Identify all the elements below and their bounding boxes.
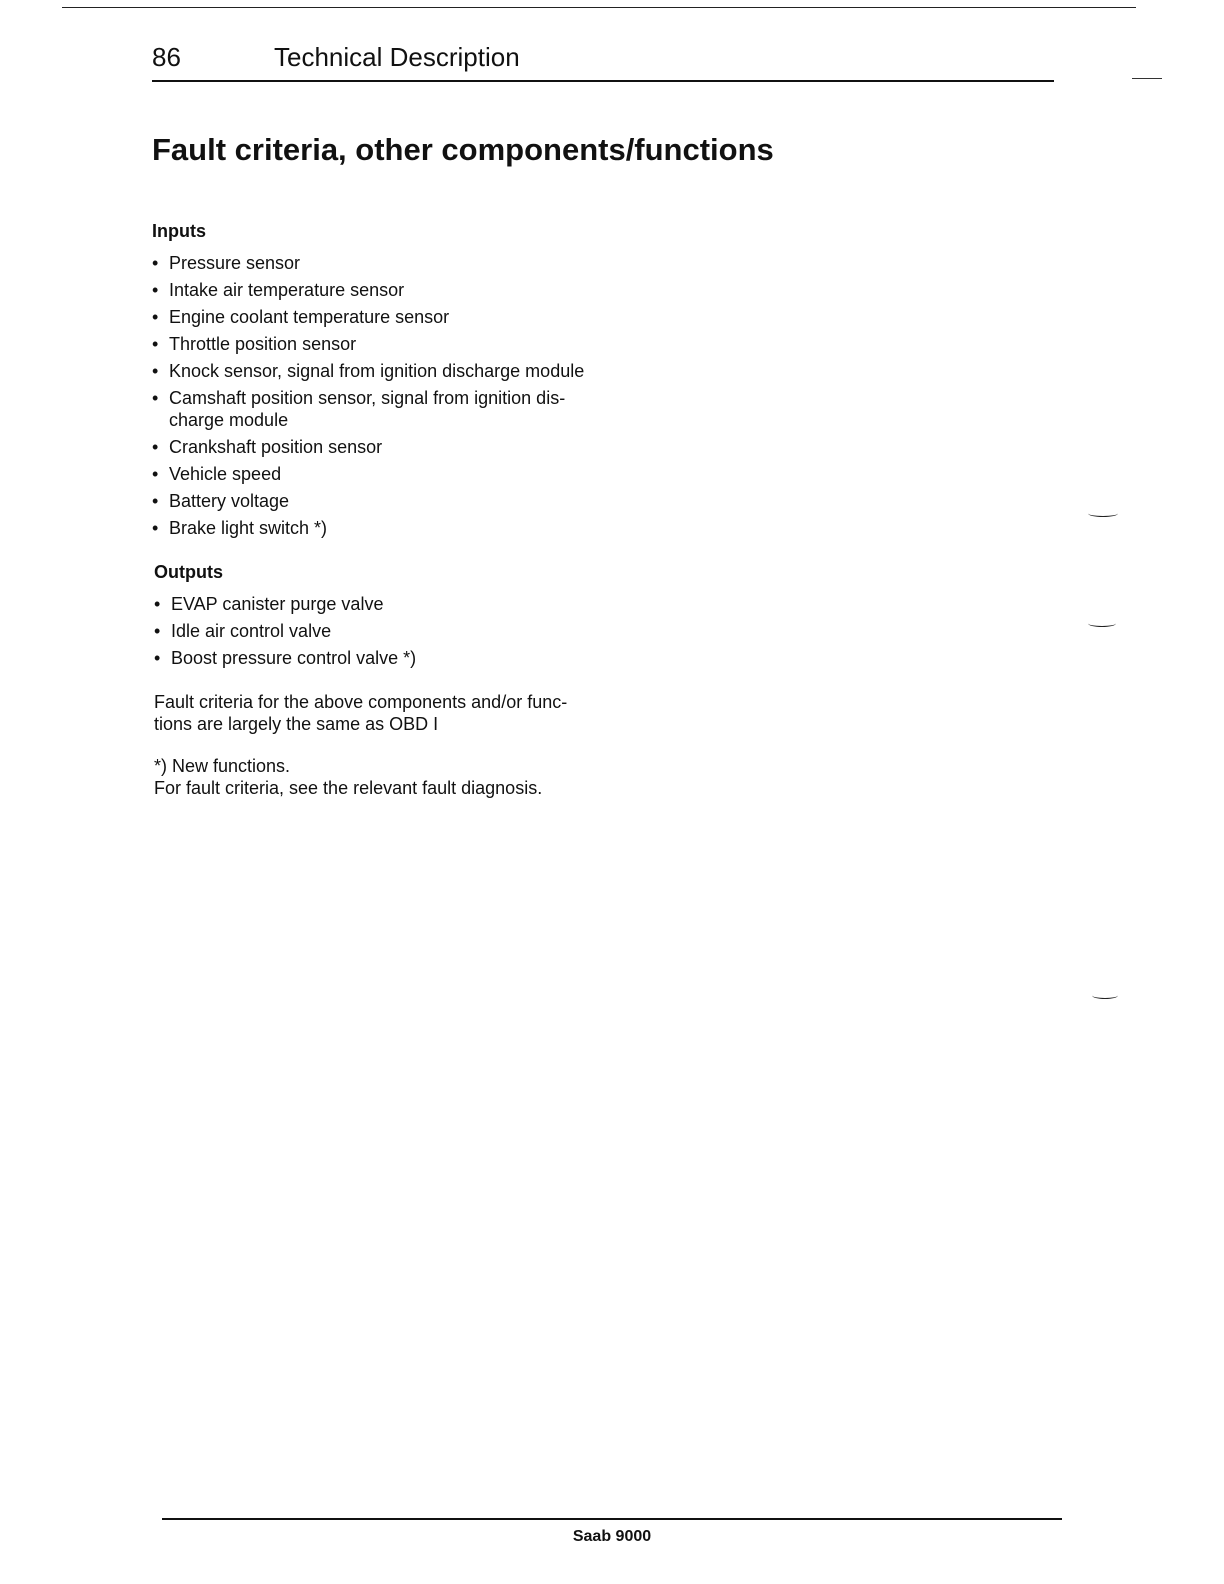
- list-item-text: Intake air temperature sensor: [169, 280, 405, 300]
- list-item: [152, 436, 592, 458]
- list-item-text: Brake light switch *): [169, 518, 328, 538]
- bullet-icon: •: [152, 361, 159, 381]
- fault-criteria-note: Fault criteria for the above components and/or func-tions are largely the same as OBD I: [154, 692, 568, 734]
- list-item: [152, 387, 592, 431]
- bullet-icon: •: [152, 464, 159, 484]
- list-item-text: Camshaft position sensor, signal from ignition dis-charge module: [169, 388, 566, 430]
- bullet-icon: •: [152, 388, 159, 408]
- bullet-icon: •: [152, 280, 159, 300]
- list-item-text: Throttle position sensor: [169, 334, 357, 354]
- bullet-icon: •: [154, 594, 161, 614]
- list-item-text: Battery voltage: [169, 491, 290, 511]
- outputs-list: [152, 593, 592, 669]
- bullet-icon: •: [152, 334, 159, 354]
- list-item-text: Idle air control valve: [171, 621, 332, 641]
- bullet-icon: •: [152, 518, 159, 538]
- section-name: Technical Description: [274, 42, 520, 72]
- bullet-icon: •: [152, 253, 159, 273]
- footnote: [154, 755, 584, 799]
- list-item: [152, 279, 592, 301]
- list-item: [154, 593, 592, 615]
- list-item: [152, 252, 592, 274]
- page-number: 86: [152, 42, 181, 72]
- list-item-text: Pressure sensor: [169, 253, 301, 273]
- inputs-heading: Inputs: [152, 221, 206, 241]
- page-header: [152, 40, 1054, 82]
- footnote-line: *) New functions.: [154, 756, 291, 776]
- list-item-text: EVAP canister purge valve: [171, 594, 384, 614]
- list-item-text: Boost pressure control valve *): [171, 648, 417, 668]
- list-item: [154, 647, 592, 669]
- margin-dash: [1132, 78, 1162, 79]
- list-item: [152, 333, 592, 355]
- list-item-text: Crankshaft position sensor: [169, 437, 383, 457]
- list-item: [152, 463, 592, 485]
- main-content: [152, 220, 592, 799]
- list-item: [152, 360, 592, 382]
- footnote-line: For fault criteria, see the relevant fault diagnosis.: [154, 778, 543, 798]
- binder-mark: [1092, 992, 1118, 999]
- list-item: [152, 517, 592, 539]
- footer-rule: [162, 1518, 1062, 1520]
- page-title: Fault criteria, other components/functions: [152, 132, 774, 167]
- inputs-list: [152, 252, 592, 539]
- bullet-icon: •: [154, 648, 161, 668]
- binder-mark: [1088, 510, 1118, 517]
- footer-model: Saab 9000: [572, 1528, 652, 1545]
- list-item: [152, 490, 592, 512]
- list-item-text: Engine coolant temperature sensor: [169, 307, 450, 327]
- bullet-icon: •: [152, 437, 159, 457]
- bullet-icon: •: [154, 621, 161, 641]
- list-item: [154, 620, 592, 642]
- list-item-text: Vehicle speed: [169, 464, 282, 484]
- list-item: [152, 306, 592, 328]
- list-item-text: Knock sensor, signal from ignition discharge module: [169, 361, 585, 381]
- bullet-icon: •: [152, 491, 159, 511]
- bullet-icon: •: [152, 307, 159, 327]
- outputs-heading: Outputs: [154, 562, 223, 582]
- scan-edge-line: [62, 7, 1136, 8]
- binder-mark: [1088, 620, 1116, 627]
